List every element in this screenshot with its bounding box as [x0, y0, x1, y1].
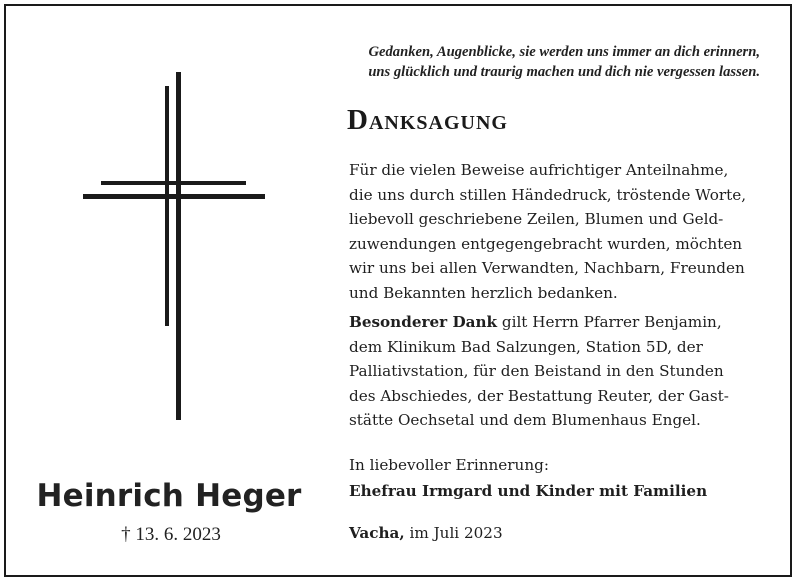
- text-line: liebevoll geschriebene Zeilen, Blumen und Geld-: [349, 210, 724, 228]
- closing-date: im Juli 2023: [404, 524, 503, 542]
- text-line: [349, 310, 769, 335]
- paragraph-thanks: [349, 158, 769, 305]
- special-thanks-lead: Besonderer Dank: [349, 313, 498, 331]
- quote-line-1: Gedanken, Augenblicke, sie werden uns immer an dich erinnern,: [368, 44, 760, 60]
- notice-title: Danksagung: [347, 104, 508, 136]
- obituary-notice: [4, 4, 792, 577]
- paragraph-special-thanks: [349, 310, 769, 433]
- special-thanks-rest: gilt Herrn Pfarrer Benjamin,: [497, 313, 722, 331]
- text-line: wir uns bei allen Verwandten, Nachbarn, Freunden: [349, 259, 745, 277]
- closing-place-date: [349, 524, 769, 542]
- deceased-name: Heinrich Heger: [36, 478, 302, 514]
- quote-line-2: uns glücklich und traurig machen und dich nie vergessen lassen.: [368, 64, 760, 80]
- closing-family: Ehefrau Irmgard und Kinder mit Familien: [349, 482, 708, 500]
- text-line: stätte Oechsetal und dem Blumenhaus Engel.: [349, 411, 701, 429]
- cross-icon: [6, 6, 306, 436]
- text-line: des Abschiedes, der Bestattung Reuter, der Gast-: [349, 386, 729, 405]
- text-line: und Bekannten herzlich bedanken.: [349, 283, 618, 302]
- closing-intro: In liebevoller Erinnerung:: [349, 456, 549, 474]
- text-line: zuwendungen entgegengebracht wurden, möchten: [349, 234, 743, 253]
- text-line: Palliativstation, für den Beistand in den Stunden: [349, 362, 724, 380]
- text-line: Für die vielen Beweise aufrichtiger Anteilnahme,: [349, 161, 729, 179]
- closing-place: Vacha,: [349, 524, 405, 542]
- text-line: die uns durch stillen Händedruck, tröstende Worte,: [349, 185, 747, 204]
- text-line: dem Klinikum Bad Salzungen, Station 5D, der: [349, 337, 703, 356]
- memorial-quote: [338, 42, 760, 82]
- death-date: † 13. 6. 2023: [121, 524, 221, 545]
- notice-body: [349, 158, 769, 433]
